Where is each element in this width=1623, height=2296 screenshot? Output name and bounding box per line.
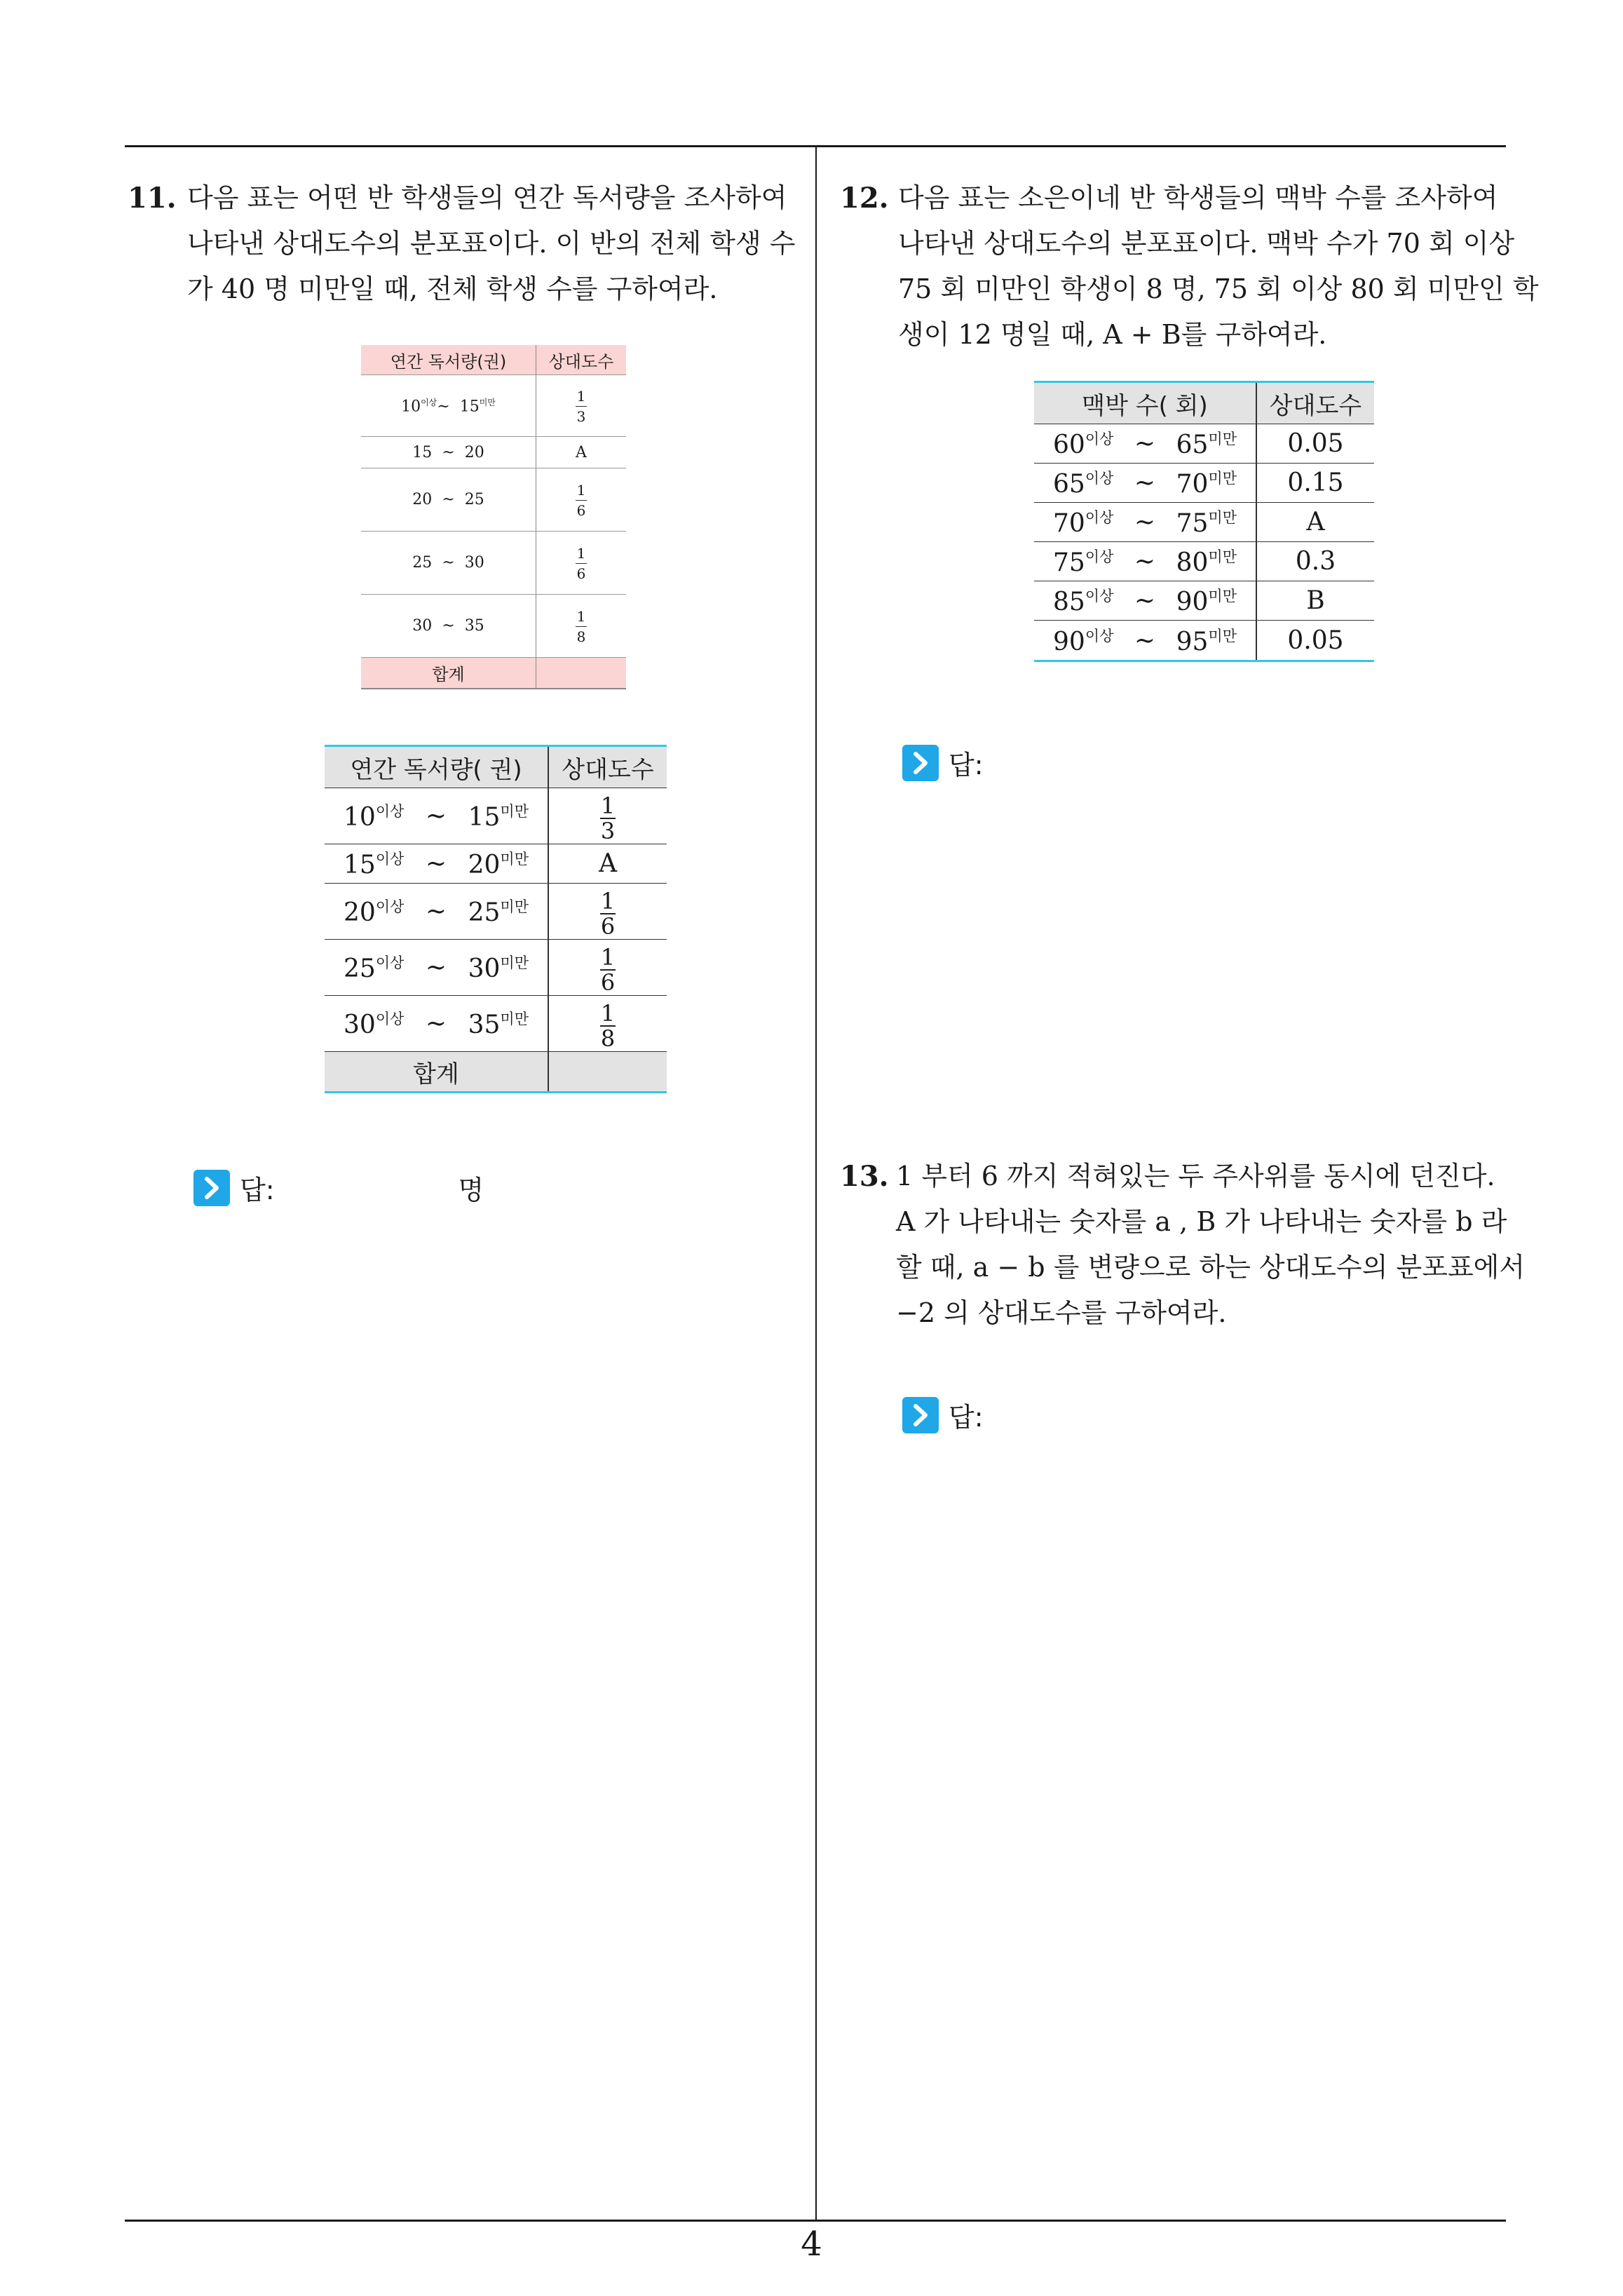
problem-text <box>840 1154 1526 1336</box>
problem-text <box>840 175 1539 358</box>
page-number: 4 <box>801 2224 822 2264</box>
value-cell: 0.05 <box>1256 424 1374 464</box>
total-label: 합계 <box>325 1052 548 1093</box>
value-cell: A <box>536 437 627 468</box>
header-cell: 상대도수 <box>1256 382 1374 424</box>
problem-13-answer[interactable] <box>902 1396 984 1434</box>
problem-11-answer[interactable] <box>193 1168 484 1207</box>
value-cell: A <box>548 844 667 884</box>
value-cell: 0.05 <box>1256 621 1374 661</box>
frac-cell: $\frac{1}{8}$ <box>536 595 627 658</box>
value-cell: B <box>1256 581 1374 621</box>
column-divider <box>815 145 817 2221</box>
text-line: 다음 표는 어떤 반 학생들의 연간 독서량을 조사하여 <box>187 182 787 213</box>
problem-number: 13. <box>840 1160 889 1193</box>
text-line: 나타낸 상대도수의 분포표이다. 이 반의 전체 학생 수 <box>187 228 796 259</box>
class-cell: 30 ~ 35 <box>361 595 536 658</box>
text-line: A 가 나타내는 숫자를 a , B 가 나타내는 숫자를 b 라 <box>896 1206 1507 1237</box>
problem-text <box>128 175 801 312</box>
header-cell: 연간 독서량( 권) <box>325 746 548 788</box>
chevron-right-icon <box>902 745 939 781</box>
class-cell: 15 ~ 20 <box>361 437 536 468</box>
class-cell: $90^{이상}$ ~ $95^{미만}$ <box>1034 621 1256 661</box>
frac-cell: $\frac{1}{3}$ <box>548 788 667 844</box>
problem-number: 12. <box>840 182 889 215</box>
problem-13 <box>840 1154 1526 1336</box>
class-cell: $10^{이상}\sim$ $15^{미만}$ <box>361 375 536 437</box>
value-cell: A <box>1256 503 1374 542</box>
frac-cell: $\frac{1}{8}$ <box>548 996 667 1052</box>
problem-11 <box>128 175 801 312</box>
class-cell: $85^{이상}$ ~ $90^{미만}$ <box>1034 581 1256 621</box>
class-cell: $75^{이상}$ ~ $80^{미만}$ <box>1034 542 1256 581</box>
header-cell: 상대도수 <box>548 746 667 788</box>
problem-number: 11. <box>128 182 177 215</box>
text-line: 생이 12 명일 때, A + B를 구하여라. <box>898 319 1327 350</box>
total-label: 합계 <box>361 658 536 689</box>
answer-label: 답: <box>949 750 984 781</box>
frac-cell: $\frac{1}{6}$ <box>536 468 627 532</box>
text-line: 75 회 미만인 학생이 8 명, 75 회 이상 80 회 미만인 학 <box>898 274 1539 304</box>
total-value <box>536 658 627 689</box>
frac-cell: $\frac{1}{6}$ <box>548 940 667 996</box>
problem-11-image-table <box>361 345 626 689</box>
text-line: 가 40 명 미만일 때, 전체 학생 수를 구하여라. <box>187 274 718 304</box>
frac-cell: $\frac{1}{6}$ <box>548 884 667 940</box>
class-cell: $20^{이상}$ ~ $25^{미만}$ <box>325 884 548 940</box>
header-cell: 맥박 수( 회) <box>1034 382 1256 424</box>
value-cell: 0.15 <box>1256 464 1374 503</box>
class-cell: $65^{이상}$ ~ $70^{미만}$ <box>1034 464 1256 503</box>
header-cell: 연간 독서량(권) <box>361 345 536 375</box>
value-cell: 0.3 <box>1256 542 1374 581</box>
class-cell: $25^{이상}$ ~ $30^{미만}$ <box>325 940 548 996</box>
class-cell: $60^{이상}$ ~ $65^{미만}$ <box>1034 424 1256 464</box>
frac-cell: $\frac{1}{3}$ <box>536 375 627 437</box>
answer-label: 답: <box>949 1402 984 1433</box>
bottom-rule <box>125 2220 1506 2222</box>
problem-12 <box>840 175 1539 358</box>
class-cell: $70^{이상}$ ~ $75^{미만}$ <box>1034 503 1256 542</box>
header-cell: 상대도수 <box>536 345 627 375</box>
class-cell: 20 ~ 25 <box>361 468 536 532</box>
text-line: 나타낸 상대도수의 분포표이다. 맥박 수가 70 회 이상 <box>898 228 1515 259</box>
problem-12-table <box>1034 381 1374 662</box>
text-line: 1 부터 6 까지 적혀있는 두 주사위를 동시에 던진다. <box>896 1161 1495 1191</box>
class-cell: $30^{이상}$ ~ $35^{미만}$ <box>325 996 548 1052</box>
text-line: 다음 표는 소은이네 반 학생들의 맥박 수를 조사하여 <box>898 182 1498 213</box>
class-cell: $10^{이상}$ ~ $15^{미만}$ <box>325 788 548 844</box>
problem-11-table <box>325 745 667 1093</box>
class-cell: 25 ~ 30 <box>361 532 536 595</box>
frac-cell: $\frac{1}{6}$ <box>536 532 627 595</box>
total-value <box>548 1052 667 1093</box>
text-line: −2 의 상대도수를 구하여라. <box>896 1297 1227 1328</box>
class-cell: $15^{이상}$ ~ $20^{미만}$ <box>325 844 548 884</box>
problem-12-answer[interactable] <box>902 743 984 782</box>
chevron-right-icon <box>902 1397 939 1433</box>
answer-unit: 명 <box>458 1175 484 1206</box>
chevron-right-icon <box>193 1170 230 1206</box>
answer-label: 답: <box>240 1175 275 1206</box>
text-line: 할 때, a − b 를 변량으로 하는 상대도수의 분포표에서 <box>896 1252 1526 1283</box>
